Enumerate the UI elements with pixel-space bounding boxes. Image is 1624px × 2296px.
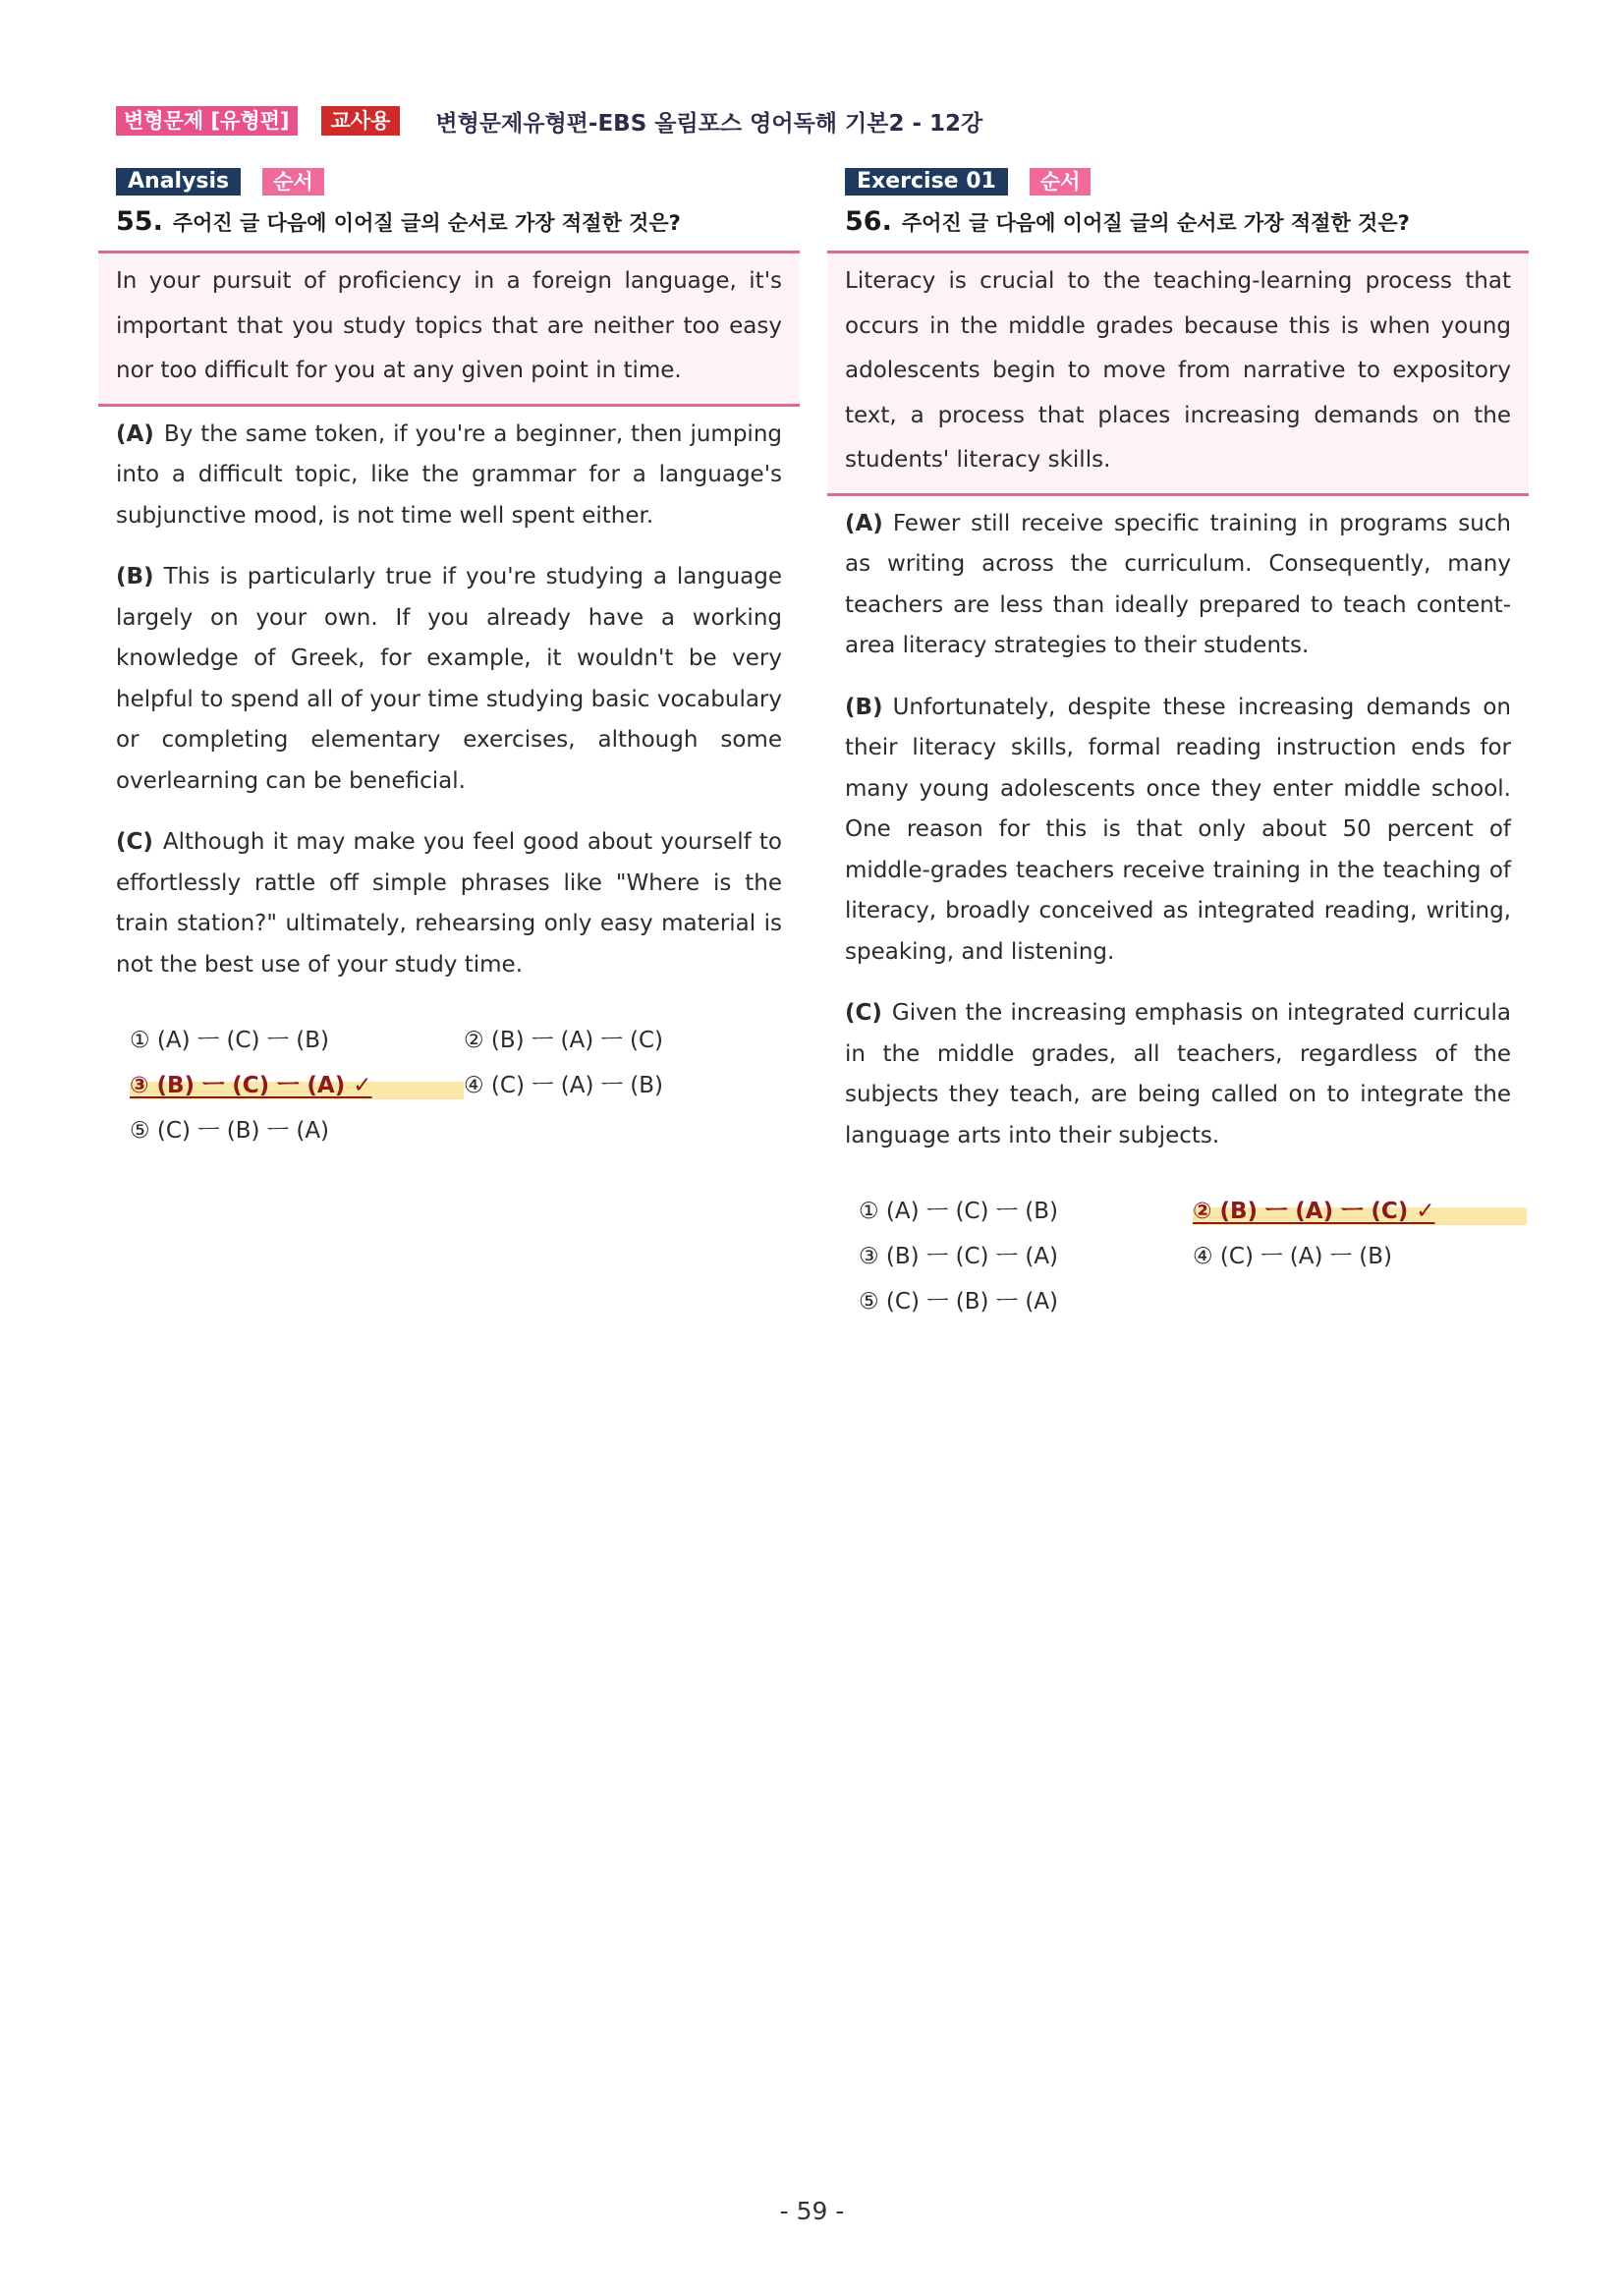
question-labels xyxy=(116,167,800,196)
paragraph-text: Fewer still receive specific training in programs such as writing across the curriculum. Consequently, many teachers are less than ideally prepared to teach content-area literacy strategies to their students. xyxy=(845,510,1511,658)
answer-choices xyxy=(827,1186,1529,1321)
teacher-tag: 교사용 xyxy=(321,106,401,136)
choice-3-correct[interactable]: ③ (B) ㅡ (C) ㅡ (A) ✓ xyxy=(130,1067,464,1099)
question-number: 56. xyxy=(845,206,892,237)
question-labels xyxy=(845,167,1529,196)
paragraph-label: (C) xyxy=(116,829,153,855)
choice-1[interactable]: ① (A) ㅡ (C) ㅡ (B) xyxy=(859,1198,1059,1224)
paragraph-b xyxy=(845,688,1511,974)
paragraph-label: (A) xyxy=(845,510,883,536)
paragraph-label: (C) xyxy=(845,1000,882,1026)
question-text: 주어진 글 다음에 이어질 글의 순서로 가장 적절한 것은? xyxy=(901,211,1410,235)
answer-choices xyxy=(98,1015,800,1150)
section-label: Analysis xyxy=(116,168,241,196)
question-number: 55. xyxy=(116,206,163,237)
choice-5[interactable]: ⑤ (C) ㅡ (B) ㅡ (A) xyxy=(859,1288,1059,1315)
paragraph-c xyxy=(116,822,782,985)
paragraph-a xyxy=(845,504,1511,667)
choice-1[interactable]: ① (A) ㅡ (C) ㅡ (B) xyxy=(130,1027,330,1053)
question-type-tag: 순서 xyxy=(1030,168,1092,196)
question-type-tag: 순서 xyxy=(262,168,324,196)
paragraph-a xyxy=(116,415,782,537)
question-prompt xyxy=(116,206,800,237)
choice-3[interactable]: ③ (B) ㅡ (C) ㅡ (A) xyxy=(859,1243,1059,1269)
choice-4[interactable]: ④ (C) ㅡ (A) ㅡ (B) xyxy=(464,1072,664,1098)
given-passage-text: In your pursuit of proficiency in a foreign language, it's important that you study topics that are neither too easy nor too difficult for you at any given point in time. xyxy=(116,268,782,383)
question-55 xyxy=(98,167,800,1150)
question-text: 주어진 글 다음에 이어질 글의 순서로 가장 적절한 것은? xyxy=(172,211,681,235)
paragraph-label: (B) xyxy=(845,694,883,720)
ordering-paragraphs xyxy=(827,504,1529,1157)
paragraph-text: Unfortunately, despite these increasing demands on their literacy skills, formal reading instruction ends for many young adolescents once they enter middle school. One reason for this is that only about 50 percent of middle-grades teachers receive training in the teaching of literacy, broadly conceived as integrated reading, writing, speaking, and listening. xyxy=(845,694,1511,965)
paragraph-label: (B) xyxy=(116,564,154,589)
choice-4[interactable]: ④ (C) ㅡ (A) ㅡ (B) xyxy=(1193,1243,1393,1269)
document-title: 변형문제유형편-EBS 올림포스 영어독해 기본2 - 12강 xyxy=(435,110,983,137)
paragraph-text: Given the increasing emphasis on integrated curricula in the middle grades, all teachers, regardless of the subjects they teach, are being called on to integrate the language arts into their subjects. xyxy=(845,1000,1511,1148)
section-label: Exercise 01 xyxy=(845,168,1008,196)
given-passage xyxy=(98,251,800,407)
page-number: - 59 - xyxy=(779,2197,845,2225)
choice-2[interactable]: ② (B) ㅡ (A) ㅡ (C) xyxy=(464,1027,664,1053)
paragraph-text: By the same token, if you're a beginner, then jumping into a difficult topic, like the grammar for a language's subjunctive mood, is not time well spent either. xyxy=(116,420,782,529)
question-56 xyxy=(827,167,1529,1321)
given-passage xyxy=(827,251,1529,496)
paragraph-text: This is particularly true if you're studying a language largely on your own. If you already have a working knowledge of Greek, for example, it wouldn't be very helpful to spend all of your time studying basic vocabulary or completing elementary exercises, although some overlearning can be beneficial. xyxy=(116,564,782,794)
question-prompt xyxy=(845,206,1529,237)
paragraph-text: Although it may make you feel good about yourself to effortlessly rattle off simple phrases like "Where is the train station?" ultimately, rehearsing only easy material is not the best use of your study time. xyxy=(116,829,782,978)
ordering-paragraphs xyxy=(98,415,800,986)
paragraph-label: (A) xyxy=(116,420,154,447)
category-tag: 변형문제 [유형편] xyxy=(116,106,298,136)
choice-5[interactable]: ⑤ (C) ㅡ (B) ㅡ (A) xyxy=(130,1117,330,1144)
choice-2-correct[interactable]: ② (B) ㅡ (A) ㅡ (C) ✓ xyxy=(1193,1193,1527,1225)
page-header xyxy=(116,103,982,139)
paragraph-b xyxy=(116,557,782,802)
paragraph-c xyxy=(845,993,1511,1156)
given-passage-text: Literacy is crucial to the teaching-learning process that occurs in the middle grades because this is when young adolescents begin to move from narrative to expository text, a process that places increasing demands on the students' literacy skills. xyxy=(845,268,1511,473)
